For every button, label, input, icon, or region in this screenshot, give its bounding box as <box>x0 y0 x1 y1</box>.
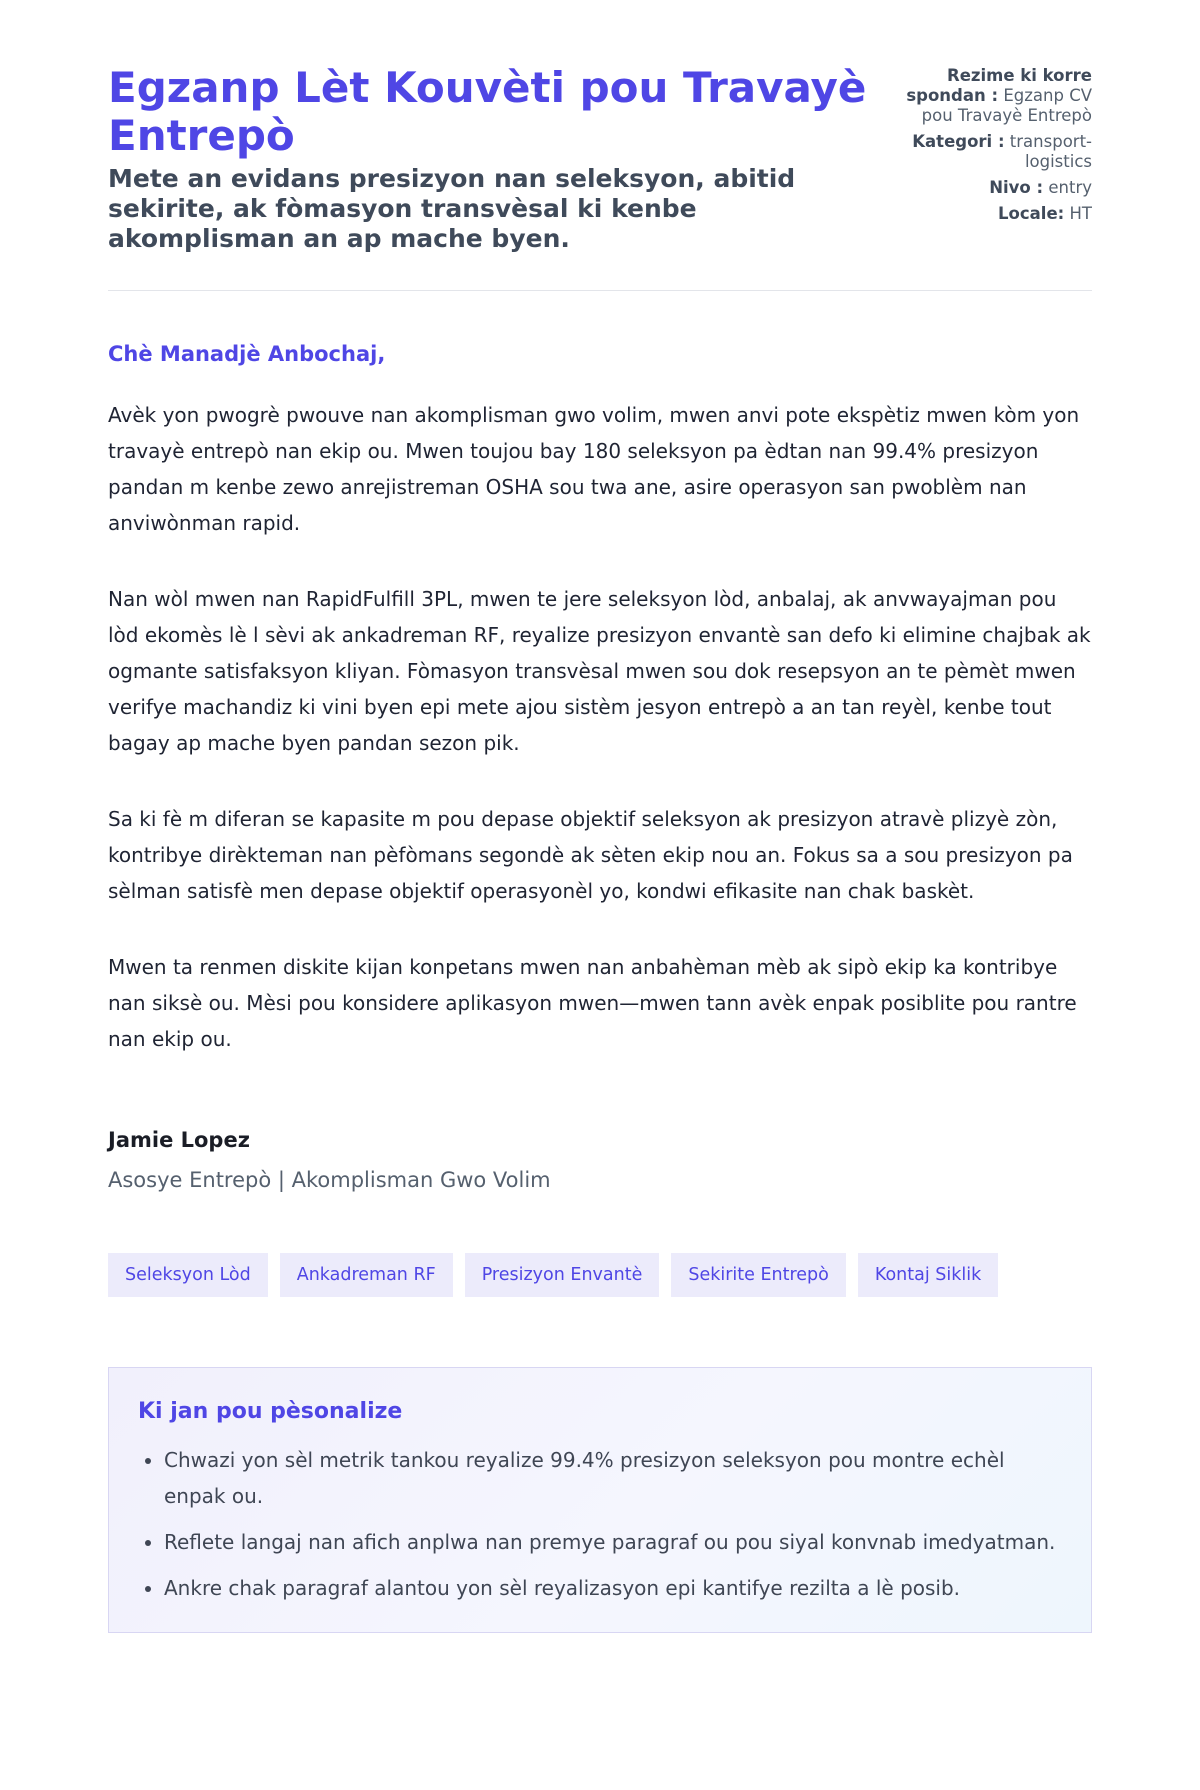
meta-resume <box>892 66 1092 126</box>
meta-locale <box>892 204 1092 224</box>
skill-tag: Presizyon Envantè <box>465 1253 660 1297</box>
meta-category-value: transport-logistics <box>1009 132 1092 171</box>
letter-paragraph-4: Mwen ta renmen diskite kijan konpetans mwen nan anbahèman mèb ak sipò ekip ka kontribye nan siksè ou. Mèsi pou konsidere aplikasyon mwen—mwen tann avèk enpak posiblite pou rantre nan ekip ou. <box>108 955 1077 1051</box>
page-title: Egzanp Lèt Kouvèti pou Travayè Entrepò <box>108 63 867 160</box>
meta-level-key: Nivo : <box>989 178 1044 197</box>
meta-level <box>892 178 1092 198</box>
skill-tag: Ankadreman RF <box>280 1253 453 1297</box>
letter-body <box>108 397 1092 1057</box>
header-divider <box>108 290 1092 291</box>
customization-tips-box <box>108 1367 1092 1633</box>
meta-level-value: entry <box>1048 178 1092 197</box>
tips-heading: Ki jan pou pèsonalize <box>138 1399 403 1424</box>
skill-tag: Kontaj Siklik <box>858 1253 998 1297</box>
tip-item: • Chwazi yon sèl metrik tankou reyalize 99.4% presizyon seleksyon pou montre echèl enpak ou. <box>164 1442 1062 1514</box>
meta-resume-value: Egzanp CV pou Travayè Entrepò <box>921 86 1092 125</box>
letter-paragraph-3: Sa ki fè m diferan se kapasite m pou depase objektif seleksyon ak presizyon atravè plizyè zòn, kontribye dirèkteman nan pèfòmans segondè ak sèten ekip nou an. Fokus sa a sou presizyon pa sèlman satisfè men depase objektif operasyonèl yo, kondwi efikasite nan chak baskèt. <box>108 807 1073 903</box>
tip-item: • Ankre chak paragraf alantou yon sèl reyalizasyon epi kantifye rezilta a lè posib. <box>164 1570 1062 1606</box>
tip-item: • Reflete langaj nan afich anplwa nan premye paragraf ou pou siyal konvnab imedyatman. <box>164 1524 1062 1560</box>
meta-category-key: Kategori : <box>912 132 1005 151</box>
skill-tag: Seleksyon Lòd <box>108 1253 268 1297</box>
letter-paragraph-1: Avèk yon pwogrè pwouve nan akomplisman gwo volim, mwen anvi pote ekspètiz mwen kòm yon travayè entrepò nan ekip ou. Mwen toujou bay 180 seleksyon pa èdtan nan 99.4% presizyon pandan m kenbe zewo anrejistreman OSHA sou twa ane, asire operasyon san pwoblèm nan anviwònman rapid. <box>108 403 1080 535</box>
skill-tag: Sekirite Entrepò <box>671 1253 846 1297</box>
letter-salutation: Chè Manadjè Anbochaj, <box>108 342 386 366</box>
letter-paragraph-2: Nan wòl mwen nan RapidFulfill 3PL, mwen te jere seleksyon lòd, anbalaj, ak anvwayajman pou lòd ekomès lè l sèvi ak ankadreman RF, reyalize presizyon envantè san defo ki elimine chajbak ak ogmante satisfaksyon kliyan. Fòmasyon transvèsal mwen sou dok resepsyon an te pèmèt mwen verifye machandiz ki vini byen epi mete ajou sistèm jesyon entrepò a an tan reyèl, kenbe tout bagay ap mache byen pandan sezon pik. <box>108 587 1091 755</box>
meta-resume-key: Rezime ki korre spondan : <box>906 66 1092 105</box>
meta-locale-key: Locale: <box>998 204 1065 223</box>
meta-locale-value: HT <box>1069 204 1092 223</box>
signature-block <box>108 1127 1092 1193</box>
signature-role: Asosye Entrepò | Akomplisman Gwo Volim <box>108 1168 551 1192</box>
meta-category <box>892 132 1092 172</box>
header-titles <box>108 64 868 254</box>
page-subtitle: Mete an evidans presizyon nan seleksyon, abitid sekirite, ak fòmasyon transvèsal ki kenbe akomplisman an ap mache byen. <box>108 164 796 253</box>
document-meta <box>892 64 1092 230</box>
document-header <box>108 64 1092 254</box>
signature-name: Jamie Lopez <box>108 1128 250 1152</box>
skill-tags <box>108 1253 1092 1297</box>
tips-list <box>138 1442 1062 1606</box>
